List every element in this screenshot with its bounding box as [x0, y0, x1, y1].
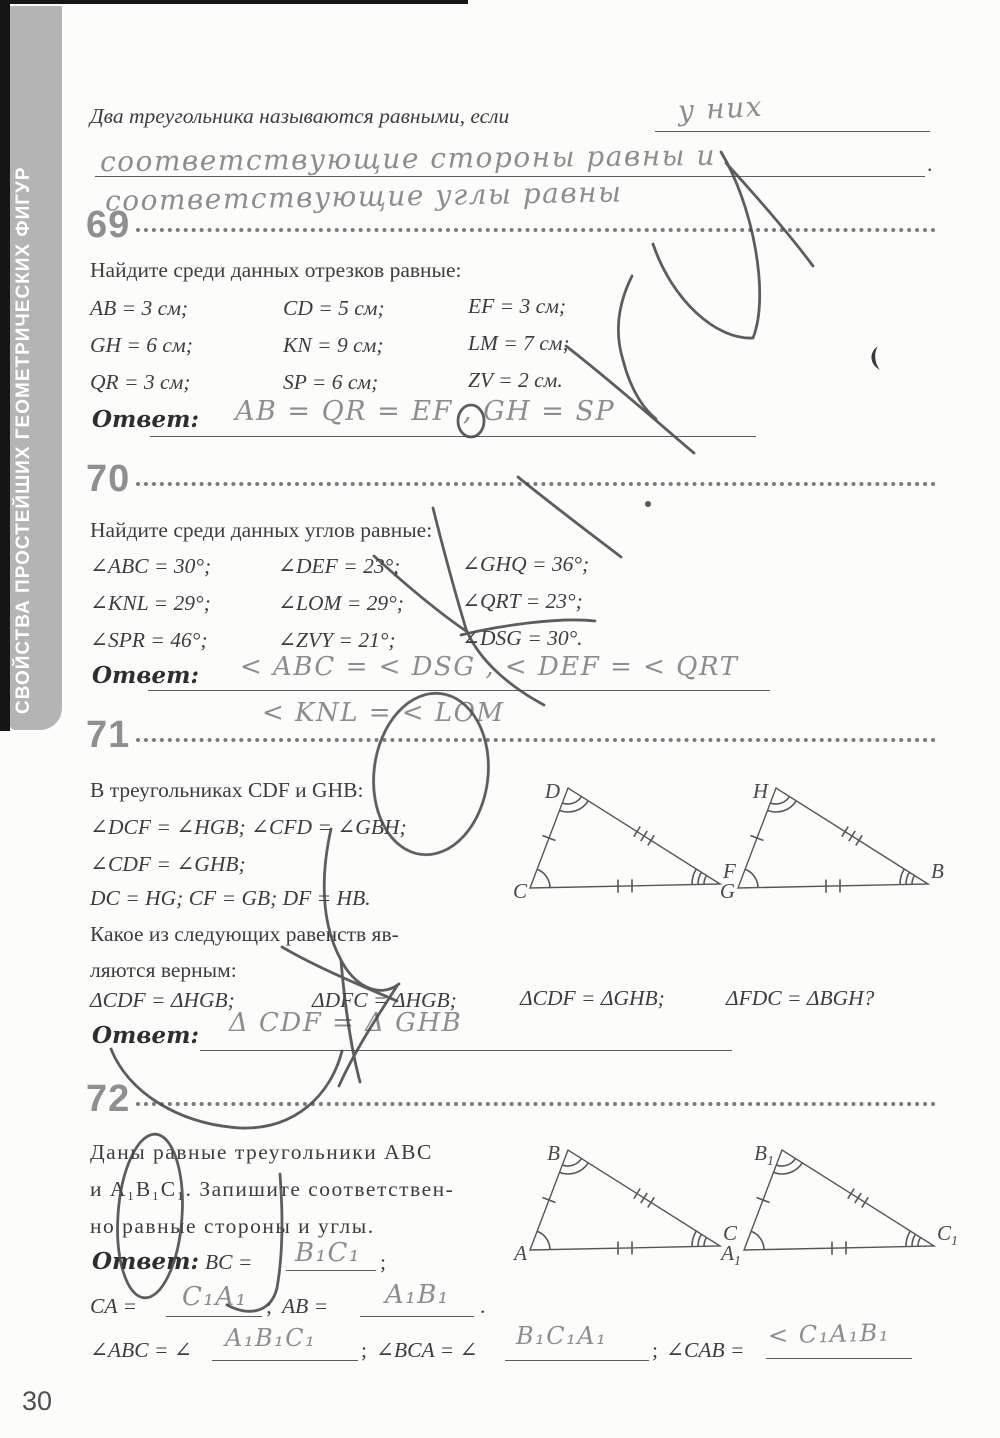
angle-bca-handwritten: B₁C₁A₁ — [516, 1322, 608, 1350]
answer-label-71: Ответ: — [92, 1022, 199, 1049]
ca-answer-line — [166, 1316, 262, 1317]
angle-value: ∠KNL = 29°; — [90, 591, 211, 615]
task-70-title: Найдите среди данных углов равные: — [90, 518, 433, 542]
vertex-label: $A_1$ — [721, 1241, 741, 1269]
bc-label: BC = — [205, 1250, 253, 1274]
angle-abc-label: ∠ABC = ∠ — [90, 1338, 192, 1362]
answer-70-handwritten: < ABC = < DSG , < DEF = < QRT — [240, 652, 739, 682]
task-72-dotted-line — [136, 1102, 936, 1106]
page-number: 30 — [22, 1386, 53, 1416]
angle-cab-handwritten: < C₁A₁B₁ — [767, 1318, 891, 1350]
answer-label-70: Ответ: — [92, 662, 199, 689]
task-72-line3: но равные стороны и углы. — [90, 1214, 375, 1238]
angle-value: ∠QRT = 23°; — [462, 589, 583, 613]
intro-handwritten-line2: соответствующие стороны равны и — [99, 138, 717, 179]
segment-value: SP = 6 см; — [283, 370, 379, 394]
task-71-line4: DC = HG; CF = GB; DF = HB. — [90, 886, 371, 910]
ca-label: CA = — [90, 1294, 137, 1318]
angle-cab-line — [766, 1358, 912, 1359]
period: . — [480, 1294, 486, 1318]
task-71-line3: ∠CDF = ∠GHB; — [90, 852, 246, 876]
answer-69-line — [150, 436, 756, 437]
ab-answer-handwritten: A₁B₁ — [385, 1280, 450, 1310]
ca-answer-handwritten: C₁A₁ — [182, 1282, 248, 1312]
answer-70-line — [148, 690, 770, 691]
vertex-label: B — [931, 859, 944, 883]
segment-value: AB = 3 см; — [90, 296, 189, 320]
angle-cab-label: ∠CAB = — [666, 1338, 745, 1362]
angle-bca-label: ∠BCA = ∠ — [376, 1338, 478, 1362]
task-71-line1: В треугольниках CDF и GHB: — [90, 778, 364, 802]
vertex-label: H — [752, 779, 768, 803]
task-72-line1: Даны равные треугольники ABC — [90, 1140, 433, 1164]
vertex-label: C — [512, 879, 527, 903]
vertex-label: A — [514, 1241, 527, 1265]
task-72-number: 72 — [86, 1078, 131, 1120]
segment-value: KN = 9 см; — [283, 333, 384, 357]
task-70-dotted-line — [136, 482, 936, 486]
semicolon: ; — [652, 1338, 658, 1362]
task-70-number: 70 — [86, 458, 131, 500]
answer-71-line — [200, 1050, 732, 1051]
task-71-line5: Какое из следующих равенств яв- — [90, 922, 399, 946]
triangle-figure-abc — [516, 1138, 756, 1264]
angle-bca-line — [505, 1360, 649, 1361]
bc-answer-handwritten: B₁C₁ — [295, 1238, 361, 1268]
angle-abc-line — [212, 1360, 358, 1361]
task-69-title: Найдите среди данных отрезков равные: — [90, 258, 462, 282]
answer-label-69: Ответ: — [92, 406, 199, 433]
vertex-label: $C_1$ — [937, 1221, 959, 1249]
equality-option: ΔDFC = ΔHGB; — [312, 988, 457, 1012]
ab-answer-line — [360, 1316, 474, 1317]
sidebar-title: СВОЙСТВА ПРОСТЕЙШИХ ГЕОМЕТРИЧЕСКИХ ФИГУР — [13, 166, 34, 714]
angle-abc-handwritten: A₁B₁C₁ — [225, 1324, 317, 1352]
task-71-line6: ляются верным: — [90, 958, 237, 982]
task-69-number: 69 — [86, 204, 131, 246]
intro-printed-text: Два треугольника называются равными, если — [90, 104, 510, 128]
intro-handwritten-line1: у них — [677, 89, 764, 128]
answer-71-handwritten: Δ CDF = Δ GHB — [229, 1008, 463, 1038]
answer-label-72: Ответ: — [92, 1248, 199, 1275]
task-71-number: 71 — [86, 714, 131, 756]
equality-option: ΔCDF = ΔHGB; — [90, 988, 235, 1012]
task-72-line2: и A₁B₁C₁. Запишите соответствен- — [90, 1177, 455, 1201]
vertex-label: B — [547, 1141, 560, 1165]
sidebar-black-strip — [0, 0, 10, 731]
vertex-label: C — [723, 1221, 738, 1245]
segment-value: GH = 6 см; — [90, 333, 193, 357]
vertex-label: $B_1$ — [754, 1141, 774, 1169]
intro-period: . — [927, 152, 933, 176]
ab-label: AB = — [282, 1294, 329, 1318]
bc-answer-line — [286, 1270, 376, 1271]
semicolon: ; — [266, 1294, 272, 1318]
triangle-figure-hgb — [719, 776, 964, 903]
segment-value: ZV = 2 см. — [468, 368, 563, 392]
angle-value: ∠SPR = 46°; — [90, 628, 208, 652]
intro-handwritten-line3: соответствующие углы равны — [104, 175, 623, 218]
vertex-label: F — [723, 859, 736, 883]
angle-value: ∠ABC = 30°; — [90, 554, 212, 578]
vertex-label: D — [544, 779, 560, 803]
intro-answer-line-1 — [655, 131, 930, 132]
answer-69-handwritten: AB = QR = EF , GH = SP — [235, 396, 616, 427]
segment-value: CD = 5 см; — [283, 296, 385, 320]
segment-value: QR = 3 см; — [90, 370, 191, 394]
angle-value: ∠ZVY = 21°; — [278, 628, 396, 652]
angle-value: ∠DSG = 30°. — [462, 626, 583, 650]
ink-blob-mark — [645, 501, 651, 507]
semicolon: ; — [361, 1338, 367, 1362]
task-71-dotted-line — [136, 738, 936, 742]
equality-option: ΔFDC = ΔBGH? — [726, 986, 875, 1010]
answer-70-handwritten-2: < KNL = < LOM — [262, 698, 505, 728]
angle-value: ∠DEF = 23°; — [278, 554, 401, 578]
angle-value: ∠LOM = 29°; — [278, 591, 404, 615]
task-71-line2: ∠DCF = ∠HGB; ∠CFD = ∠GBH; — [90, 815, 407, 839]
equality-option: ΔCDF = ΔGHB; — [520, 986, 665, 1010]
vertex-label: G — [719, 879, 735, 903]
semicolon: ; — [380, 1250, 386, 1274]
angle-value: ∠GHQ = 36°; — [462, 552, 590, 576]
top-border-line — [0, 0, 468, 4]
segment-value: LM = 7 см; — [468, 331, 570, 355]
segment-value: EF = 3 см; — [468, 294, 567, 318]
ink-crescent-mark — [871, 346, 880, 370]
triangle-figure-a1b1c1 — [721, 1138, 970, 1269]
task-69-dotted-line — [136, 228, 936, 232]
